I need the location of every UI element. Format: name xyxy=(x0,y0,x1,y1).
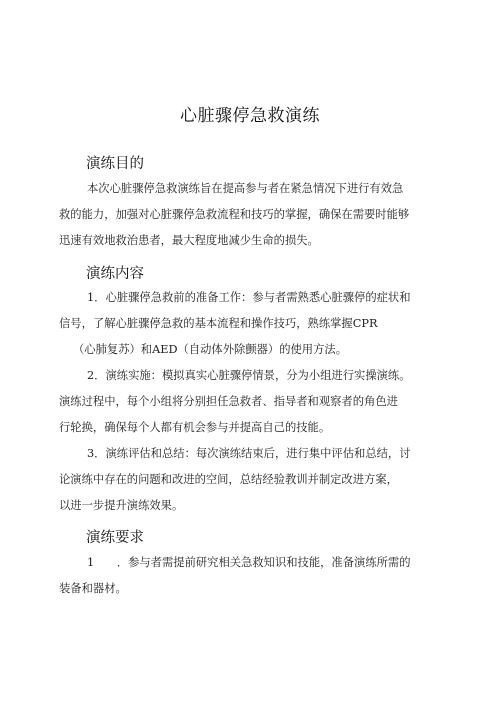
content-paragraph-2 xyxy=(59,363,449,441)
paragraph-line: 救的能力，加强对心脏骤停急救流程和技巧的掌握，确保在需要时能够 xyxy=(59,208,410,221)
paragraph-line: 1．心脏骤停急救前的准备工作：参与者需熟悉心脏骤停的症状和 xyxy=(87,291,411,304)
paragraph-line: （心肺复苏）和AED（自动体外除颤器）的使用方法。 xyxy=(73,343,347,356)
purpose-paragraph xyxy=(59,176,449,254)
content-paragraph-1 xyxy=(59,285,449,363)
paragraph-line: 迅速有效地救治患者，最大程度地减少生命的损失。 xyxy=(59,234,319,247)
paragraph-line: 论演练中存在的问题和改进的空间，总结经验教训并制定改进方案， xyxy=(59,473,398,486)
paragraph-line: 以进一步提升演练效果。 xyxy=(59,499,184,512)
paragraph-line: 本次心脏骤停急救演练旨在提高参与者在紧急情况下进行有效急 xyxy=(87,182,404,195)
paragraph-line: 1 ．参与者需提前研究相关急救知识和技能，准备演练所需的 xyxy=(87,556,411,569)
document-title: 心脏骤停急救演练 xyxy=(180,106,320,126)
paragraph-line: 装备和器材。 xyxy=(59,582,127,595)
paragraph-line: 3．演练评估和总结：每次演练结束后，进行集中评估和总结，讨 xyxy=(87,447,411,460)
section-heading-requirements: 演练要求 xyxy=(86,530,144,546)
section-heading-content: 演练内容 xyxy=(86,266,144,282)
section-heading-purpose: 演练目的 xyxy=(86,156,144,172)
paragraph-line: 信号，了解心脏骤停急救的基本流程和操作技巧，熟练掌握CPR xyxy=(59,317,378,330)
requirements-paragraph-1 xyxy=(59,550,449,602)
paragraph-line: 2．演练实施：模拟真实心脏骤停情景，分为小组进行实操演练。 xyxy=(87,369,411,382)
content-paragraph-3 xyxy=(59,441,449,519)
paragraph-line: 演练过程中，每个小组将分别担任急救者、指导者和观察者的角色进 xyxy=(59,395,398,408)
paragraph-line: 行轮换，确保每个人都有机会参与并提高自己的技能。 xyxy=(59,421,331,434)
